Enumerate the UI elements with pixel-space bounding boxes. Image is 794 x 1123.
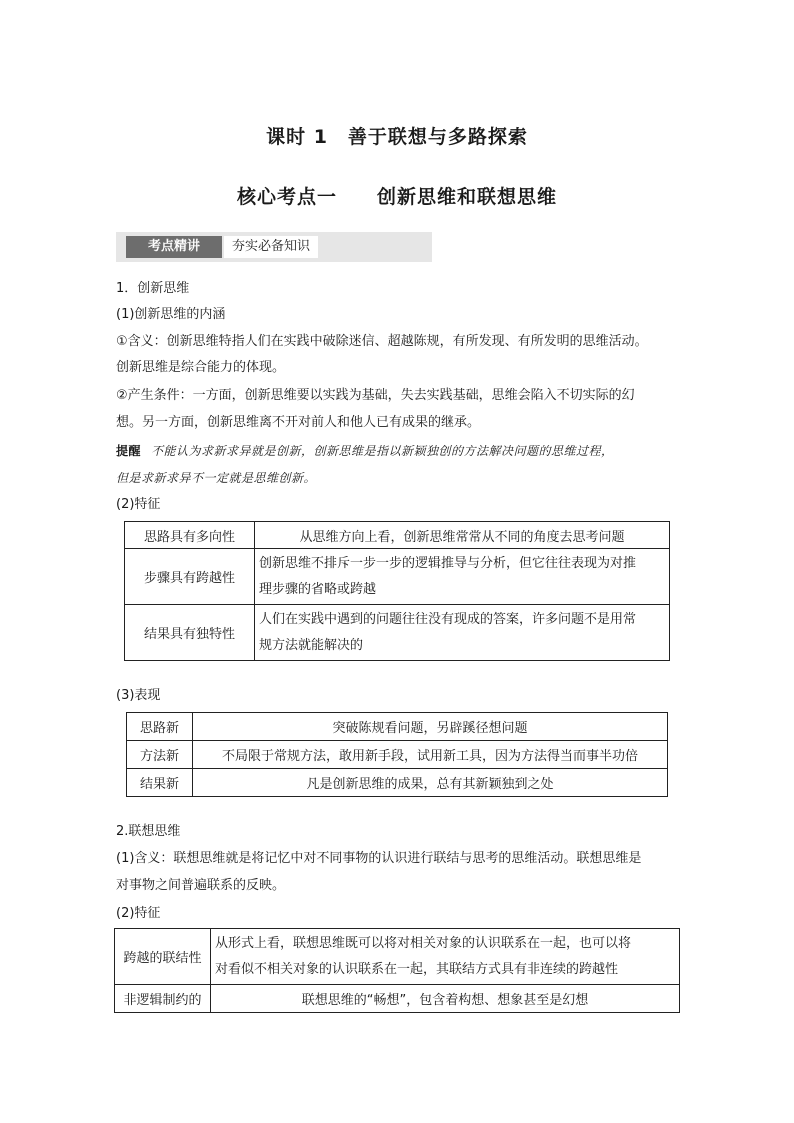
heading-features: (2)特征: [116, 497, 161, 512]
table-row: [115, 985, 680, 1013]
heading-associative-thinking: 2.联想思维: [116, 824, 181, 839]
condition-line: ②产生条件：一方面，创新思维要以实践为基础，失去实践基础，思维会陷入不切实际的幻: [116, 388, 635, 403]
heading-connotation: (1)创新思维的内涵: [116, 307, 226, 322]
tip-text: 但是求新求异不一定就是思维创新。: [116, 471, 317, 485]
definition-line: 创新思维是综合能力的体现。: [116, 360, 286, 375]
feature-desc: [211, 929, 680, 985]
manifestation-desc: 突破陈规看问题，另辟蹊径想问题: [193, 713, 668, 741]
feature-desc-line: 从形式上看，联想思维既可以将对相关对象的认识联系在一起，也可以将: [215, 935, 632, 951]
section-title: 核心考点一 创新思维和联想思维: [236, 186, 557, 208]
heading-features: (2)特征: [116, 906, 161, 921]
feature-desc-line: 人们在实践中遇到的问题往往没有现成的答案，许多问题不是用常: [259, 611, 637, 627]
tip-text: 不能认为求新求异就是创新，创新思维是指以新颖独创的方法解决问题的思维过程，: [151, 444, 614, 458]
associative-features-table: [114, 928, 680, 1013]
section-banner: [116, 232, 432, 262]
table-row: [127, 769, 668, 797]
heading-manifestation: (3)表现: [116, 688, 161, 703]
heading-innovative-thinking: 1．创新思维: [116, 281, 190, 296]
banner-desc: 夯实必备知识: [224, 236, 318, 258]
manifestation-table: [126, 712, 668, 797]
table-row: [127, 741, 668, 769]
feature-desc: 从思维方向上看，创新思维常常从不同的角度去思考问题: [255, 522, 670, 549]
features-table: [124, 521, 670, 661]
feature-desc: 联想思维的“畅想”，包含着构想、想象甚至是幻想: [211, 985, 680, 1013]
feature-desc: [255, 549, 670, 605]
lesson-title: 课时 1 善于联想与多路探索: [266, 126, 528, 148]
definition-line: ①含义：创新思维特指人们在实践中破除迷信、超越陈规，有所发现、有所发明的思维活动。: [116, 334, 648, 349]
manifestation-name: 思路新: [127, 713, 193, 741]
feature-desc-line: 对看似不相关对象的认识联系在一起，其联结方式具有非连续的跨越性: [215, 961, 619, 977]
definition-line: (1)含义：联想思维就是将记忆中对不同事物的认识进行联结与思考的思维活动。联想思维是: [116, 851, 642, 866]
table-row: [115, 929, 680, 985]
feature-name: 跨越的联结性: [115, 929, 211, 985]
feature-desc-line: 创新思维不排斥一步一步的逻辑推导与分析，但它往往表现为对推: [259, 555, 637, 571]
feature-name: 步骤具有跨越性: [125, 549, 255, 605]
feature-desc: [255, 605, 670, 661]
manifestation-desc: 不局限于常规方法，敢用新手段，试用新工具，因为方法得当而事半功倍: [193, 741, 668, 769]
condition-line: 想。另一方面，创新思维离不开对前人和他人已有成果的继承。: [116, 415, 481, 430]
definition-line: 对事物之间普遍联系的反映。: [116, 878, 286, 893]
manifestation-desc: 凡是创新思维的成果，总有其新颖独到之处: [193, 769, 668, 797]
table-row: [125, 549, 670, 605]
feature-name: 结果具有独特性: [125, 605, 255, 661]
manifestation-name: 结果新: [127, 769, 193, 797]
tip-line: [116, 438, 614, 464]
feature-desc-line: 理步骤的省略或跨越: [259, 581, 377, 597]
tip-label: 提醒: [116, 444, 142, 458]
table-row: [125, 522, 670, 549]
feature-name: 思路具有多向性: [125, 522, 255, 549]
banner-tag: 考点精讲: [126, 236, 222, 258]
feature-desc-line: 规方法就能解决的: [259, 637, 364, 653]
manifestation-name: 方法新: [127, 741, 193, 769]
feature-name: 非逻辑制约的: [115, 985, 211, 1013]
table-row: [127, 713, 668, 741]
table-row: [125, 605, 670, 661]
